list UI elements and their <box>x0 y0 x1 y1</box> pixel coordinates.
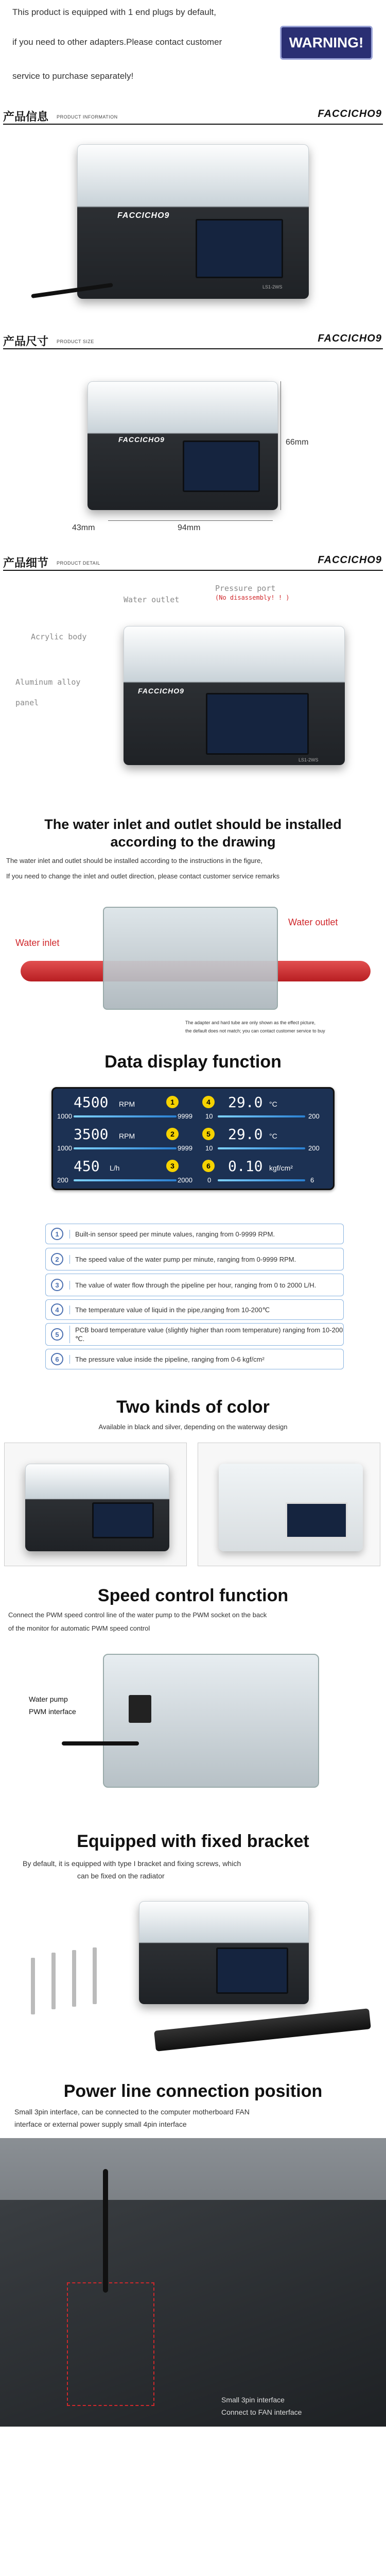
row-number: 6 <box>202 1160 215 1172</box>
row-bar <box>74 1115 177 1117</box>
water-block <box>103 907 278 1010</box>
legend-number: 3 <box>51 1279 63 1291</box>
label-water-inlet: Water inlet <box>15 938 60 948</box>
device-image <box>77 144 309 299</box>
bracket-heading: Equipped with fixed bracket <box>77 1832 309 1851</box>
detail-diagram <box>0 574 386 781</box>
inlet-note-2: the default does not match; you can contact customer service to buy <box>185 1028 325 1033</box>
pwm-cable <box>62 1741 139 1745</box>
legend-text: The speed value of the water pump per minute, ranging from 0-9999 RPM. <box>69 1255 296 1264</box>
width-line <box>108 520 273 521</box>
pwm-socket <box>129 1695 151 1723</box>
row-min: 1000 <box>57 1112 72 1120</box>
screw <box>51 1953 56 2009</box>
label-pwm-interface: PWM interface <box>29 1707 76 1716</box>
device-image <box>87 381 278 510</box>
legend-text: PCB board temperature value (slightly higher than room temperature) ranging from 10-200 ℃. <box>69 1326 343 1343</box>
device-screen <box>196 219 283 278</box>
colors-heading: Two kinds of color <box>116 1397 270 1417</box>
row-value: 450 <box>74 1158 100 1175</box>
display-panel <box>51 1087 335 1190</box>
legend-row-6 <box>45 1349 344 1369</box>
legend-text: The value of water flow through the pipeline per hour, ranging from 0 to 2000 L/H. <box>69 1281 316 1290</box>
legend-number: 6 <box>51 1353 63 1365</box>
power-para-2: interface or external power supply small 4pin interface <box>14 2120 187 2128</box>
inlet-para-2: If you need to change the inlet and outlet direction, please contact customer service remarks <box>6 872 280 880</box>
device-model: LS1-2WS <box>262 284 283 290</box>
label-water-pump: Water pump <box>29 1695 68 1703</box>
legend-text: The pressure value inside the pipeline, ranging from 0-6 kgf/cm² <box>69 1355 265 1364</box>
legend-number: 4 <box>51 1303 63 1316</box>
legend-number: 5 <box>51 1328 63 1341</box>
row-bar <box>74 1147 177 1149</box>
device-screen <box>92 1502 154 1538</box>
depth-label: 43mm <box>72 523 95 532</box>
section-title-en: PRODUCT INFORMATION <box>57 114 118 120</box>
colors-sub: Available in black and silver, depending on the waterway design <box>98 1423 288 1431</box>
height-line <box>280 381 281 510</box>
inlet-heading-1: The water inlet and outlet should be installed <box>44 817 342 832</box>
divider <box>3 570 383 571</box>
label-aluminum-1: Aluminum alloy <box>15 677 81 687</box>
warning-label: WARNING! <box>289 35 364 50</box>
notice-line-2: if you need to other adapters.Please contact customer <box>12 37 222 47</box>
device-screen <box>183 440 260 492</box>
row-number: 5 <box>202 1128 215 1140</box>
divider <box>3 348 383 349</box>
row-number: 4 <box>202 1096 215 1108</box>
speed-heading: Speed control function <box>97 1586 289 1605</box>
motherboard <box>0 2200 386 2427</box>
row-unit: °C <box>269 1100 277 1108</box>
highlight-box <box>67 2282 154 2406</box>
row-min: 0 <box>207 1176 212 1184</box>
color-variant-black <box>4 1443 187 1566</box>
height-label: 66mm <box>286 438 309 447</box>
row-unit: RPM <box>119 1132 135 1140</box>
size-diagram <box>0 355 386 546</box>
notice-banner <box>0 0 386 89</box>
device-model: LS1-2WS <box>299 757 319 762</box>
brand-logo: FACCICHO9 <box>318 554 382 566</box>
bracket-bar <box>154 2008 371 2052</box>
power-heading: Power line connection position <box>63 2081 323 2101</box>
row-value: 4500 <box>74 1094 109 1111</box>
device-screen <box>286 1502 347 1538</box>
section-header-size <box>0 330 386 350</box>
inlet-note-1: The adapter and hard tube are only shown as the effect picture, <box>185 1020 315 1025</box>
row-max: 2000 <box>178 1176 192 1184</box>
device-screen <box>216 1947 288 1994</box>
device-logo: FACCICHO9 <box>138 687 184 695</box>
row-min: 200 <box>57 1176 68 1184</box>
row-max: 200 <box>308 1144 320 1152</box>
section-title-cn: 产品细节 <box>3 557 49 570</box>
screw <box>93 1947 97 2004</box>
legend-text: Built-in sensor speed per minute values, ranging from 0-9999 RPM. <box>69 1230 275 1239</box>
row-unit: RPM <box>119 1100 135 1108</box>
screw <box>72 1950 76 2007</box>
row-number: 1 <box>166 1096 179 1108</box>
device-image <box>124 626 345 765</box>
label-small-3pin: Small 3pin interface <box>221 2396 285 2404</box>
screw <box>31 1958 35 2014</box>
row-max: 6 <box>310 1176 314 1184</box>
row-max: 200 <box>308 1112 320 1120</box>
legend-text: The temperature value of liquid in the pipe,ranging from 10-200℃ <box>69 1306 270 1314</box>
power-photo <box>0 2138 386 2427</box>
divider <box>3 124 383 125</box>
device-image <box>139 1901 309 2004</box>
legend-row-4 <box>45 1299 344 1320</box>
row-max: 9999 <box>178 1144 192 1152</box>
row-value: 3500 <box>74 1126 109 1143</box>
device-screen <box>206 693 309 755</box>
section-header-info <box>0 105 386 126</box>
display-heading: Data display function <box>104 1052 282 1072</box>
label-water-outlet: Water outlet <box>288 917 338 927</box>
row-max: 9999 <box>178 1112 192 1120</box>
speed-para-2: of the monitor for automatic PWM speed control <box>8 1624 150 1632</box>
row-number: 3 <box>166 1160 179 1172</box>
row-bar <box>74 1179 177 1181</box>
row-min: 10 <box>205 1144 213 1152</box>
row-number: 2 <box>166 1128 179 1140</box>
section-title-en: PRODUCT SIZE <box>57 339 94 344</box>
label-water-outlet: Water outlet <box>124 595 180 604</box>
label-aluminum-2: panel <box>15 698 39 707</box>
notice-line-1: This product is equipped with 1 end plugs by default, <box>12 7 216 17</box>
section-title-cn: 产品尺寸 <box>3 335 49 348</box>
row-bar <box>218 1115 305 1117</box>
legend-row-3 <box>45 1274 344 1296</box>
label-pressure-note: (No disassembly! ! ) <box>215 594 290 601</box>
row-bar <box>218 1179 305 1181</box>
section-title-cn: 产品信息 <box>3 111 49 124</box>
power-cable <box>103 2169 108 2293</box>
color-variant-silver <box>198 1443 380 1566</box>
inlet-heading-2: according to the drawing <box>110 834 276 850</box>
legend-row-1 <box>45 1224 344 1244</box>
label-fan-interface: Connect to FAN interface <box>221 2408 302 2416</box>
legend-row-5 <box>45 1323 344 1346</box>
row-unit: kgf/cm² <box>269 1164 293 1172</box>
speed-photo <box>0 1638 386 1808</box>
row-unit: L/h <box>110 1164 120 1172</box>
brand-logo: FACCICHO9 <box>318 333 382 344</box>
device-logo: FACCICHO9 <box>118 435 165 444</box>
bracket-para-2: can be fixed on the radiator <box>77 1872 165 1880</box>
device-logo: FACCICHO9 <box>117 211 170 220</box>
row-min: 10 <box>205 1112 213 1120</box>
power-para-1: Small 3pin interface, can be connected to the computer motherboard FAN <box>14 2108 250 2116</box>
legend-number: 1 <box>51 1228 63 1240</box>
label-pressure-port: Pressure port <box>215 584 276 593</box>
warning-badge <box>280 26 373 60</box>
inlet-photo <box>0 886 386 1041</box>
bracket-photo <box>0 1891 386 2066</box>
row-value: 29.0 <box>228 1126 263 1143</box>
brand-logo: FACCICHO9 <box>318 108 382 120</box>
legend-row-2 <box>45 1248 344 1270</box>
product-photo-main <box>0 129 386 325</box>
inlet-para-1: The water inlet and outlet should be installed according to the instructions in the figure, <box>6 857 262 865</box>
row-value: 29.0 <box>228 1094 263 1111</box>
bracket-para-1: By default, it is equipped with type I bracket and fixing screws, which <box>23 1859 241 1868</box>
section-title-en: PRODUCT DETAIL <box>57 561 100 566</box>
row-unit: °C <box>269 1132 277 1140</box>
width-label: 94mm <box>178 523 201 532</box>
notice-line-3: service to purchase separately! <box>12 71 134 81</box>
row-value: 0.10 <box>228 1158 263 1175</box>
section-header-detail <box>0 551 386 572</box>
speed-para-1: Connect the PWM speed control line of the water pump to the PWM socket on the back <box>8 1611 267 1619</box>
label-acrylic-body: Acrylic body <box>31 632 87 641</box>
legend-number: 2 <box>51 1253 63 1265</box>
row-min: 1000 <box>57 1144 72 1152</box>
row-bar <box>218 1147 305 1149</box>
